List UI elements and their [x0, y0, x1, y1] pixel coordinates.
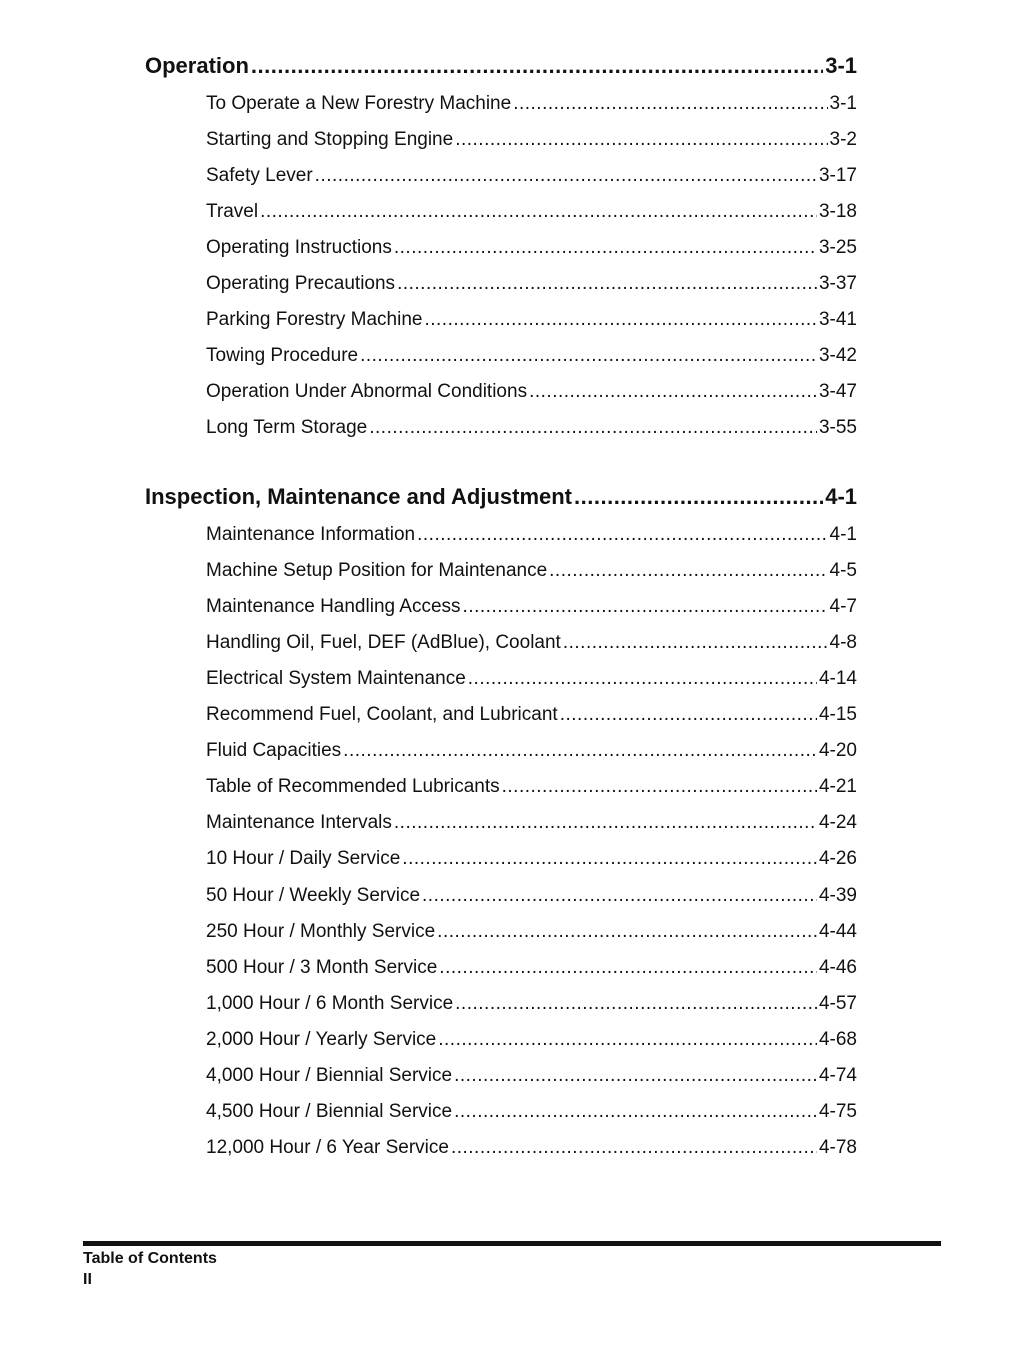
toc-entry[interactable] — [206, 596, 857, 622]
toc-entry[interactable] — [206, 668, 857, 694]
toc-entry[interactable] — [206, 848, 857, 874]
dot-leader — [251, 53, 823, 79]
dot-leader — [549, 560, 827, 582]
dot-leader — [454, 1065, 817, 1087]
toc-entry-title: Electrical System Maintenance — [206, 668, 466, 689]
toc-heading-page: 3-1 — [825, 53, 857, 78]
toc-entry-page: 3-41 — [818, 309, 857, 330]
toc-entry-page: 4-74 — [818, 1065, 857, 1086]
toc-entry-page: 3-25 — [818, 237, 857, 258]
toc-entry-page: 3-37 — [818, 273, 857, 294]
toc-entry-page: 4-20 — [818, 740, 857, 761]
toc-entry[interactable] — [206, 165, 857, 191]
toc-entry[interactable] — [206, 129, 857, 155]
dot-leader — [360, 345, 817, 367]
dot-leader — [394, 812, 817, 834]
dot-leader — [424, 309, 817, 331]
dot-leader — [417, 524, 827, 546]
toc-entry-page: 4-57 — [818, 993, 857, 1014]
toc-entry-page: 3-55 — [818, 417, 857, 438]
toc-entry[interactable] — [206, 237, 857, 263]
dot-leader — [513, 93, 827, 115]
toc-entry-page: 3-17 — [818, 165, 857, 186]
toc-entry-page: 4-8 — [829, 632, 857, 653]
toc-entry[interactable] — [206, 885, 857, 911]
toc-entry[interactable] — [206, 381, 857, 407]
toc-entry-page: 4-5 — [829, 560, 857, 581]
toc-entry-title: Recommend Fuel, Coolant, and Lubricant — [206, 704, 558, 725]
toc-entry-title: 50 Hour / Weekly Service — [206, 885, 421, 906]
toc-entry-page: 4-7 — [829, 596, 857, 617]
toc-entry-title: 500 Hour / 3 Month Service — [206, 957, 438, 978]
toc-entry-page: 4-26 — [818, 848, 857, 869]
toc-entry-title: Towing Procedure — [206, 345, 359, 366]
dot-leader — [369, 417, 817, 439]
toc-entry[interactable] — [206, 417, 857, 443]
toc-entry-title: Operating Precautions — [206, 273, 396, 294]
toc-entry[interactable] — [206, 921, 857, 947]
dot-leader — [394, 237, 817, 259]
toc-entry[interactable] — [206, 309, 857, 335]
toc-heading-title: Inspection, Maintenance and Adjustment — [145, 484, 573, 509]
toc-entry-page: 3-1 — [829, 93, 857, 114]
dot-leader — [463, 596, 828, 618]
toc-entry-title: 10 Hour / Daily Service — [206, 848, 401, 869]
toc-entry-page: 4-75 — [818, 1101, 857, 1122]
footer-title: Table of Contents — [83, 1250, 217, 1267]
dot-leader — [574, 484, 823, 510]
dot-leader — [454, 1101, 817, 1123]
toc-entry-title: 250 Hour / Monthly Service — [206, 921, 436, 942]
toc-entry[interactable] — [206, 957, 857, 983]
toc-entry-title: Handling Oil, Fuel, DEF (AdBlue), Coolant — [206, 632, 561, 653]
toc-entry-page: 3-18 — [818, 201, 857, 222]
toc-entry-title: Safety Lever — [206, 165, 313, 186]
toc-entry[interactable] — [206, 1137, 857, 1163]
toc-entry-title: 4,000 Hour / Biennial Service — [206, 1065, 453, 1086]
toc-entry-page: 4-78 — [818, 1137, 857, 1158]
dot-leader — [439, 957, 817, 979]
toc-entry-title: Operation Under Abnormal Conditions — [206, 381, 528, 402]
toc-entry-page: 3-42 — [818, 345, 857, 366]
dot-leader — [455, 129, 827, 151]
toc-entry[interactable] — [206, 560, 857, 586]
toc-entry-title: Operating Instructions — [206, 237, 392, 258]
toc-entry-page: 4-24 — [818, 812, 857, 833]
dot-leader — [451, 1137, 817, 1159]
toc-heading-operation[interactable] — [145, 53, 857, 83]
toc-entry[interactable] — [206, 776, 857, 802]
dot-leader — [397, 273, 817, 295]
dot-leader — [502, 776, 817, 798]
toc-entry-title: Maintenance Information — [206, 524, 416, 545]
toc-entry-title: Long Term Storage — [206, 417, 368, 438]
toc-entry[interactable] — [206, 93, 857, 119]
toc-entry[interactable] — [206, 1101, 857, 1127]
toc-entry-page: 4-46 — [818, 957, 857, 978]
dot-leader — [437, 921, 817, 943]
toc-entry[interactable] — [206, 740, 857, 766]
dot-leader — [422, 885, 817, 907]
toc-entry[interactable] — [206, 812, 857, 838]
dot-leader — [563, 632, 828, 654]
dot-leader — [402, 848, 817, 870]
toc-entry-page: 4-21 — [818, 776, 857, 797]
dot-leader — [529, 381, 817, 403]
toc-entry-title: To Operate a New Forestry Machine — [206, 93, 512, 114]
dot-leader — [343, 740, 817, 762]
toc-heading-page: 4-1 — [825, 484, 857, 509]
toc-entry-page: 3-2 — [829, 129, 857, 150]
toc-entry-title: Table of Recommended Lubricants — [206, 776, 500, 797]
dot-leader — [560, 704, 817, 726]
toc-heading-inspection-maintenance[interactable] — [145, 484, 857, 514]
toc-entry-title: Fluid Capacities — [206, 740, 342, 761]
toc-entry-title: 4,500 Hour / Biennial Service — [206, 1101, 453, 1122]
footer-page-number: II — [83, 1271, 92, 1288]
dot-leader — [455, 993, 817, 1015]
toc-entry[interactable] — [206, 524, 857, 550]
dot-leader — [315, 165, 817, 187]
dot-leader — [468, 668, 817, 690]
toc-heading-title: Operation — [145, 53, 249, 78]
toc-entry-page: 4-1 — [829, 524, 857, 545]
toc-entry[interactable] — [206, 345, 857, 371]
dot-leader — [260, 201, 817, 223]
toc-entry-title: Machine Setup Position for Maintenance — [206, 560, 548, 581]
toc-entry[interactable] — [206, 273, 857, 299]
toc-entry-page: 4-14 — [818, 668, 857, 689]
toc-entry-title: Maintenance Handling Access — [206, 596, 461, 617]
toc-entry-page: 4-39 — [818, 885, 857, 906]
toc-entry[interactable] — [206, 201, 857, 227]
toc-entry[interactable] — [206, 632, 857, 658]
toc-entry-page: 3-47 — [818, 381, 857, 402]
toc-entry[interactable] — [206, 1029, 857, 1055]
toc-entry-title: Travel — [206, 201, 259, 222]
toc-entry-page: 4-15 — [818, 704, 857, 725]
toc-entry-page: 4-44 — [818, 921, 857, 942]
toc-entry[interactable] — [206, 1065, 857, 1091]
toc-entry[interactable] — [206, 993, 857, 1019]
toc-entry-page: 4-68 — [818, 1029, 857, 1050]
toc-entry-title: 12,000 Hour / 6 Year Service — [206, 1137, 449, 1158]
toc-entry-title: Maintenance Intervals — [206, 812, 392, 833]
toc-entry[interactable] — [206, 704, 857, 730]
toc-entry-title: Starting and Stopping Engine — [206, 129, 454, 150]
toc-entry-title: 2,000 Hour / Yearly Service — [206, 1029, 437, 1050]
dot-leader — [438, 1029, 817, 1051]
footer-divider — [83, 1241, 941, 1246]
toc-entry-title: 1,000 Hour / 6 Month Service — [206, 993, 454, 1014]
toc-entry-title: Parking Forestry Machine — [206, 309, 423, 330]
